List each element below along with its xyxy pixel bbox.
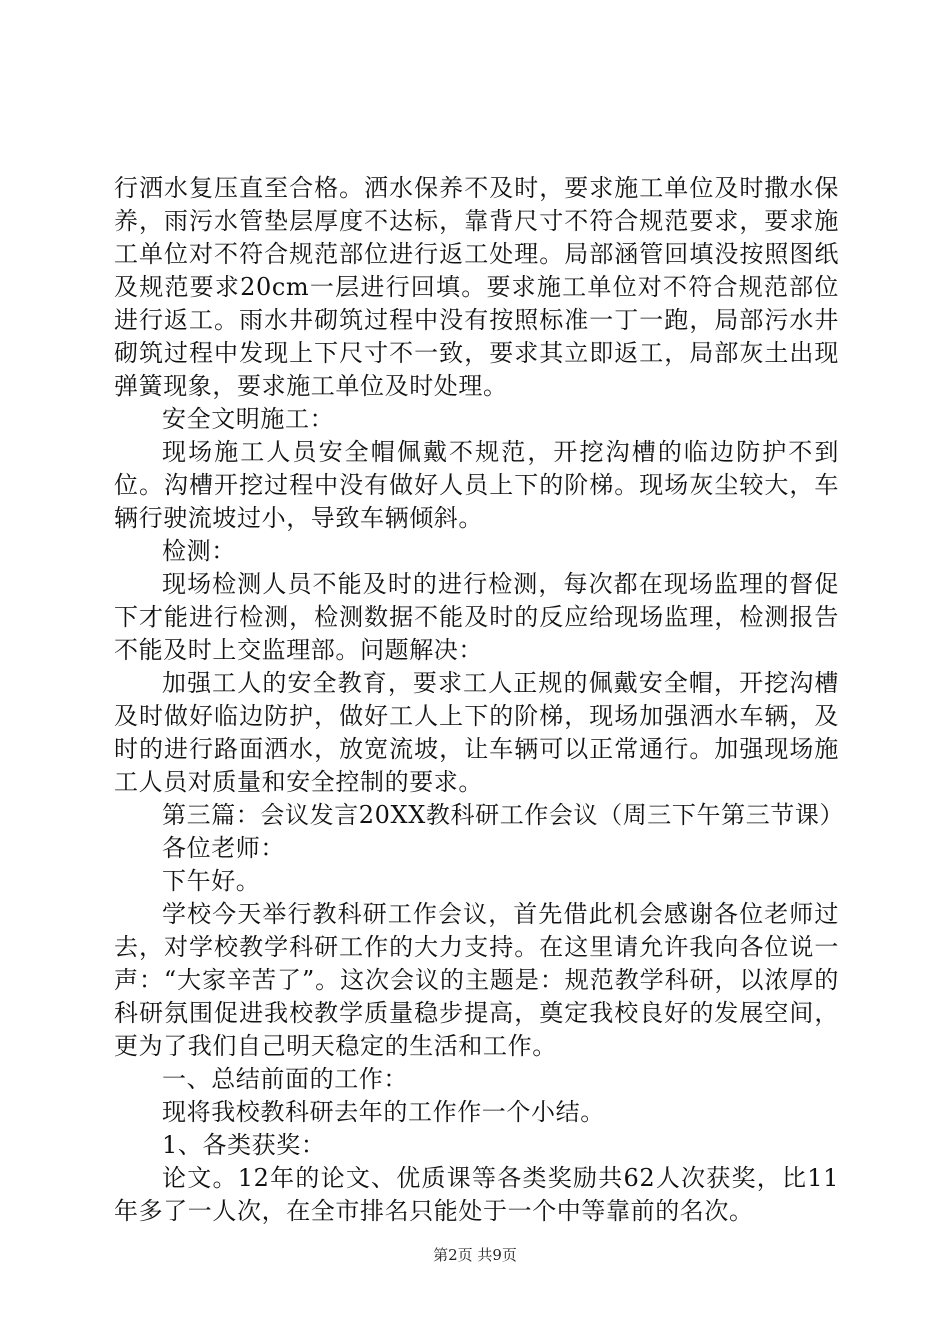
paragraph: 行洒水复压直至合格。洒水保养不及时，要求施工单位及时撒水保养，雨污水管垫层厚度不达标，靠背尺寸不符合规范要求，要求施工单位对不符合规范部位进行返工处理。局部涵管回填没按照图纸及规范要求20cm一层进行回填。要求施工单位对不符合规范部位进行返工。雨水井砌筑过程中没有按照标准一丁一跑，局部污水井砌筑过程中发现上下尺寸不一致，要求其立即返工，局部灰土出现弹簧现象，要求施工单位及时处理。 bbox=[114, 174, 839, 400]
paragraph: 学校今天举行教科研工作会议，首先借此机会感谢各位老师过去，对学校教学科研工作的大力支持。在这里请允许我向各位说一声：“大家辛苦了”。这次会议的主题是：规范教学科研，以浓厚的科研氛围促进我校教学质量稳步提高，奠定我校良好的发展空间，更为了我们自己明天稳定的生活和工作。 bbox=[114, 900, 839, 1060]
paragraph: 现将我校教科研去年的工作作一个小结。 bbox=[162, 1098, 605, 1126]
paragraph: 现场检测人员不能及时的进行检测，每次都在现场监理的督促下才能进行检测，检测数据不能及时的反应给现场监理，检测报告不能及时上交监理部。问题解决： bbox=[114, 570, 839, 664]
paragraph: 加强工人的安全教育，要求工人正规的佩戴安全帽，开挖沟槽及时做好临边防护，做好工人上下的阶梯，现场加强洒水车辆，及时的进行路面洒水，放宽流坡，让车辆可以正常通行。加强现场施工人员对质量和安全控制的要求。 bbox=[114, 669, 839, 796]
paragraph: 安全文明施工： bbox=[162, 405, 335, 433]
paragraph: 下午好。 bbox=[162, 867, 261, 895]
paragraph: 各位老师： bbox=[162, 834, 285, 862]
paragraph: 1、各类获奖： bbox=[162, 1131, 326, 1159]
paragraph: 论文。12年的论文、优质课等各类奖励共62人次获奖，比11年多了一人次，在全市排名只能处于一个中等靠前的名次。 bbox=[114, 1164, 839, 1225]
page-number-footer: 第2页 共9页 bbox=[433, 1246, 517, 1264]
section-heading: 第三篇：会议发言20XX教科研工作会议（周三下午第三节课） bbox=[162, 801, 845, 829]
paragraph: 现场施工人员安全帽佩戴不规范，开挖沟槽的临边防护不到位。沟槽开挖过程中没有做好人员上下的阶梯。现场灰尘较大，车辆行驶流坡过小，导致车辆倾斜。 bbox=[114, 438, 839, 532]
paragraph: 检测： bbox=[162, 537, 236, 565]
document-body bbox=[114, 172, 845, 1228]
paragraph: 一、总结前面的工作： bbox=[162, 1065, 408, 1093]
